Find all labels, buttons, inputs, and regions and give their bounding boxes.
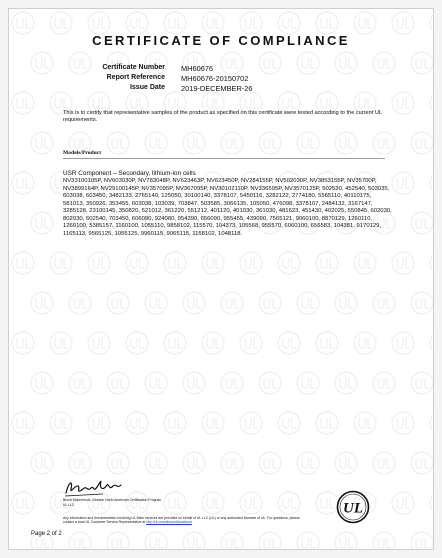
ul-logo-text: UL <box>343 500 363 517</box>
signature <box>63 477 125 499</box>
meta-row-report-reference <box>9 74 433 84</box>
section-divider <box>63 158 385 159</box>
certificate-number: MH60676 <box>181 64 214 73</box>
meta-label: Report Reference <box>106 74 165 81</box>
certificate-meta <box>9 64 433 94</box>
footnote <box>63 516 343 524</box>
ul-locations-link[interactable]: http://ul.com/aboutul/locations/ <box>146 520 192 524</box>
certificate-page <box>8 8 434 550</box>
model-number-list: NV33100105P, NV603030P, NV783048P, NV623463P, NV623450P, NV284155P, NV502030P, NV3853155P, NV35700P, NV3899164P, NV29100145P, NV357095P, NV367095P, NV30102110P, NV336595P, NV3570125P, 502530, 452540, 503035, 603038, 603450, 3482133, 2765140, 125050, 30100140, 3378107, 5450116, 3282122, 2774180, 5565110, 40110175, 581013, 350926, 353455, 603038, 103039, 703847, 503585, 3066135, 105050, 476098, 3378107, 2484132, 3167147, 3285128, 23100145, 350820, 521012, 361220, 551212, 401120, 401030, 361030, 481623, 451430, 402025, 550845, 602030, 802030, 602540, 703450, 606090, 924080, 954390, 656090, 955455, 439090, 7565121, 9060100, 8870129, 1260110, 1260100, 5385157, 1160100, 1055110, 9858102, 115570, 104373, 105568, 955570, 6060100, 656583, 104381, 9170129, 1165113, 9565125, 1055125, 9960115, 9065115, 1158102, 1048118. <box>63 178 392 237</box>
signatory-caption: Bruce Mahrenholz, Director North American Certification Program <box>63 498 162 502</box>
meta-label: Certificate Number <box>102 64 165 71</box>
footnote-line-2-text: contact a local UL Customer Service Representative at <box>63 520 147 524</box>
signatory-organization: UL LLC <box>63 503 75 507</box>
certification-statement: This is to certify that representative samples of the product as specified on this certificate were tested according to the current UL requirements. <box>63 110 382 123</box>
meta-row-certificate-number <box>9 64 433 74</box>
meta-label: Issue Date <box>129 84 165 91</box>
models-heading: Models/Product <box>63 150 102 156</box>
component-description: USR Component – Secondary, lithium-ion cells <box>63 170 196 177</box>
issue-date: 2019-DECEMBER-26 <box>181 84 253 93</box>
page-number: Page 2 of 2 <box>31 531 62 537</box>
footnote-line-1: Any information and documentation involving UL Mark services are provided on behalf of UL LLC (UL) or any authorized licensee of UL. For questions, please <box>63 516 300 520</box>
report-reference: MH60676-20150702 <box>181 74 249 83</box>
certificate-title: CERTIFICATE OF COMPLIANCE <box>92 33 350 48</box>
footnote-line-2 <box>63 520 343 524</box>
ul-logo <box>335 489 371 525</box>
meta-row-issue-date <box>9 84 433 94</box>
